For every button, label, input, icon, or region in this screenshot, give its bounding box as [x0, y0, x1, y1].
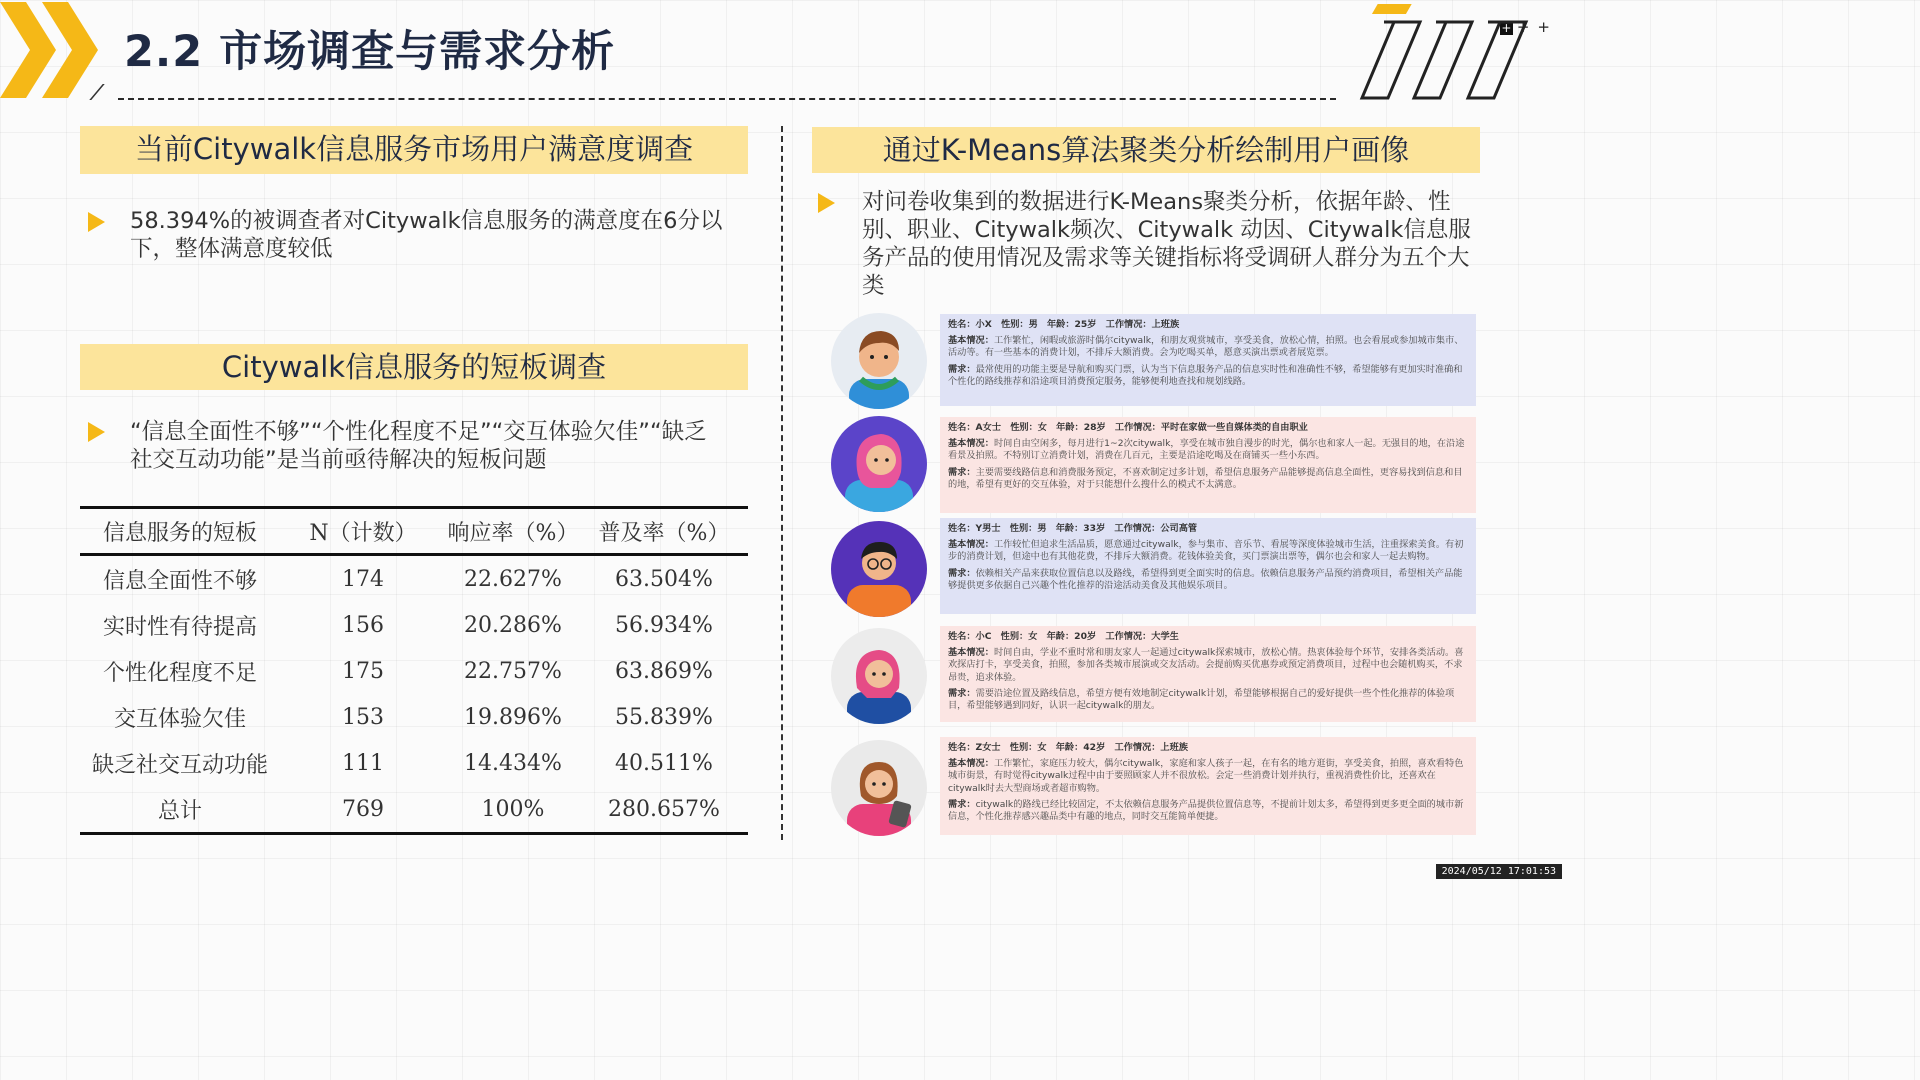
table-header-cell: N（计数）: [309, 520, 417, 546]
persona-avatar-student-girl: [831, 628, 927, 724]
survey-text: 58.394%的被调查者对Citywalk信息服务的满意度在6分以下，整体满意度较低: [130, 208, 723, 262]
table-cell: 14.434%: [464, 750, 562, 776]
persona-header-line: 姓名：Y男士 性别：男 年龄：33岁 工作情况：公司高管: [948, 523, 1198, 534]
chevron-decoration-right: [1350, 0, 1550, 105]
table-cell: 55.839%: [615, 704, 713, 730]
shortboard-table: [80, 506, 748, 835]
persona-need: 最常使用的功能主要是导航和购买门票，认为当下信息服务产品的信息实时性和准确性不够，希望能够有更加实时准确和个性化的路线推荐和沿途项目消费预定服务，能够便利地查找和规划线路。: [948, 363, 1463, 387]
need-label: 需求：: [948, 687, 976, 699]
table-cell: 156: [342, 612, 384, 638]
table-cell: 63.504%: [615, 566, 713, 592]
table-cell: 63.869%: [615, 658, 713, 684]
table-cell: 交互体验欠佳: [113, 706, 246, 732]
table-header-row: [80, 508, 748, 555]
table-row: [80, 555, 748, 603]
basic-label: 基本情况：: [948, 647, 994, 659]
table-cell: 40.511%: [615, 750, 713, 776]
table-row: [80, 694, 748, 740]
bullet-arrow-icon: [818, 193, 835, 213]
need-label: 需求：: [948, 466, 976, 478]
persona-intro-text: 对问卷收集到的数据进行K-Means聚类分析，依据年龄、性别、职业、Citywalk频次、Citywalk 动因、Citywalk信息服务产品的使用情况及需求等关键指标将受调研人群分为五个大类: [862, 189, 1471, 299]
need-label: 需求：: [948, 798, 976, 810]
table-cell: 174: [342, 566, 384, 592]
persona-need: 需要沿途位置及路线信息，希望方便有效地制定citywalk计划，希望能够根据自己的爱好提供一些个性化推荐的体验项目，希望能够遇到同好，认识一起citywalk的朋友。: [948, 687, 1455, 712]
table-cell: 153: [342, 704, 384, 730]
persona-card: [940, 417, 1476, 513]
persona-card: [940, 737, 1476, 835]
persona-header: 通过K-Means算法聚类分析绘制用户画像: [812, 127, 1480, 173]
page-title: 2.2 市场调查与需求分析: [124, 27, 616, 77]
persona-card: [940, 314, 1476, 406]
column-divider: [781, 126, 783, 840]
table-cell: 个性化程度不足: [102, 660, 257, 686]
table-row: [80, 786, 748, 834]
table-cell: 实时性有待提高: [102, 614, 257, 640]
table-cell: 175: [342, 658, 384, 684]
table-header-cell: 信息服务的短板: [102, 520, 257, 546]
persona-basic: 工作繁忙，家庭压力较大，偶尔citywalk，家庭和家人孩子一起，在有名的地方逛街，享受美食，拍照，喜欢看特色城市街景，有时觉得citywalk过程中由于要照顾家人并不很放松。会定一些消费计划并执行，重视消费性价比，还喜欢在citywalk时去大型商场或者超市购物。: [948, 758, 1464, 794]
table-cell: 769: [342, 796, 384, 822]
persona-need: 依赖相关产品来获取位置信息以及路线，希望得到更全面实时的信息。依赖信息服务产品预约消费项目，希望相关产品能够提供更多依据自己兴趣个性化推荐的沿途活动美食及其他娱乐项目。: [948, 567, 1463, 591]
persona-header-line: 姓名：小X 性别：男 年龄：25岁 工作情况：上班族: [948, 319, 1180, 330]
persona-avatar-pink-hair-woman: [831, 416, 927, 512]
table-row: [80, 648, 748, 694]
persona-header-line: 姓名：A女士 性别：女 年龄：28岁 工作情况：平时在家做一些自媒体类的自由职业: [948, 422, 1308, 433]
persona-need: citywalk的路线已经比较固定，不太依赖信息服务产品提供位置信息等，不提前计划太多，希望得到更多更全面的城市新信息，个性化推荐感兴趣品类中有趣的地点，同时交互能简单便捷。: [948, 798, 1464, 823]
plus-icons: + ++: [1501, 18, 1558, 36]
table-cell: 20.286%: [464, 612, 562, 638]
persona-basic: 时间自由空闲多，每月进行1~2次citywalk，享受在城市独自漫步的时光，偶尔也和家人一起。无强目的地，在沿途看景及拍照。不特别订立消费计划，消费在几百元，主要是沿途吃喝及在商铺买一些小东西。: [948, 438, 1465, 462]
bullet-arrow-icon: [88, 212, 105, 232]
persona-card: [940, 626, 1476, 722]
table-cell: 22.627%: [464, 566, 562, 592]
persona-card: [940, 518, 1476, 614]
basic-label: 基本情况：: [948, 539, 994, 551]
shortboard-text: “信息全面性不够”“个性化程度不足”“交互体验欠佳”“缺乏社交互动功能”是当前亟待解决的短板问题: [130, 419, 707, 473]
basic-label: 基本情况：: [948, 438, 994, 450]
table-cell: 280.657%: [608, 796, 720, 822]
table-cell: 信息全面性不够: [102, 568, 257, 594]
table-cell: 100%: [481, 796, 545, 822]
table-row: [80, 602, 748, 648]
table-cell: 总计: [157, 798, 202, 824]
persona-basic: 工作繁忙，闲暇或旅游时偶尔citywalk，和朋友观赏城市，享受美食，放松心情，拍照。也会看展或参加城市集市、活动等。有一些基本的消费计划，不排斥大额消费。会为吃喝买单，愿意买演出票或者展览票。: [948, 335, 1464, 359]
need-label: 需求：: [948, 567, 976, 579]
persona-basic: 工作较忙但追求生活品质，愿意通过citywalk，参与集市、音乐节、看展等深度体验城市生活，注重探索美食。有初步的消费计划，但途中也有其他花费，不排斥大额消费。花钱体验美食，买门票演出票等，偶尔也会和家人一起去购物。: [948, 539, 1464, 563]
table-header-cell: 普及率（%）: [598, 520, 730, 546]
basic-label: 基本情况：: [948, 335, 994, 347]
table-header-cell: 响应率（%）: [447, 520, 579, 546]
basic-label: 基本情况：: [948, 758, 994, 770]
persona-avatar-woman-tablet: [831, 740, 927, 836]
bullet-arrow-icon: [88, 422, 105, 442]
need-label: 需求：: [948, 363, 976, 375]
persona-header-line: 姓名：Z女士 性别：女 年龄：42岁 工作情况：上班族: [948, 742, 1188, 753]
table-cell: 111: [342, 750, 384, 776]
survey-header: 当前Citywalk信息服务市场用户满意度调查: [80, 126, 748, 174]
shortboard-header: Citywalk信息服务的短板调查: [80, 344, 748, 390]
persona-avatar-male-headphones: [831, 313, 927, 409]
persona-basic: 时间自由，学业不重时常和朋友家人一起通过citywalk探索城市，放松心情。热衷体验每个环节，安排各类活动。喜欢探店打卡，享受美食，拍照，参加各类城市展演或交友活动。会提前购买优惠券或预定消费项目，过程中也会随机购买，不求昂贵，追求体验。: [948, 647, 1464, 683]
timestamp-label: 2024/05/12 17:01:53: [1436, 864, 1562, 879]
persona-header-line: 姓名：小C 性别：女 年龄：20岁 工作情况：大学生: [948, 631, 1179, 642]
table-cell: 56.934%: [615, 612, 713, 638]
persona-avatar-man-glasses: [831, 521, 927, 617]
table-cell: 缺乏社交互动功能: [91, 752, 268, 778]
persona-need: 主要需要线路信息和消费服务预定，不喜欢制定过多计划，希望信息服务产品能够提高信息全面性，更容易找到信息和目的地，希望有更好的交互体验，对于只能想什么搜什么的模式不太满意。: [948, 466, 1463, 490]
title-divider: [118, 98, 1336, 100]
table-cell: 19.896%: [464, 704, 562, 730]
chevron-decoration-left: [0, 0, 105, 105]
table-row: [80, 740, 748, 786]
table-cell: 22.757%: [464, 658, 562, 684]
